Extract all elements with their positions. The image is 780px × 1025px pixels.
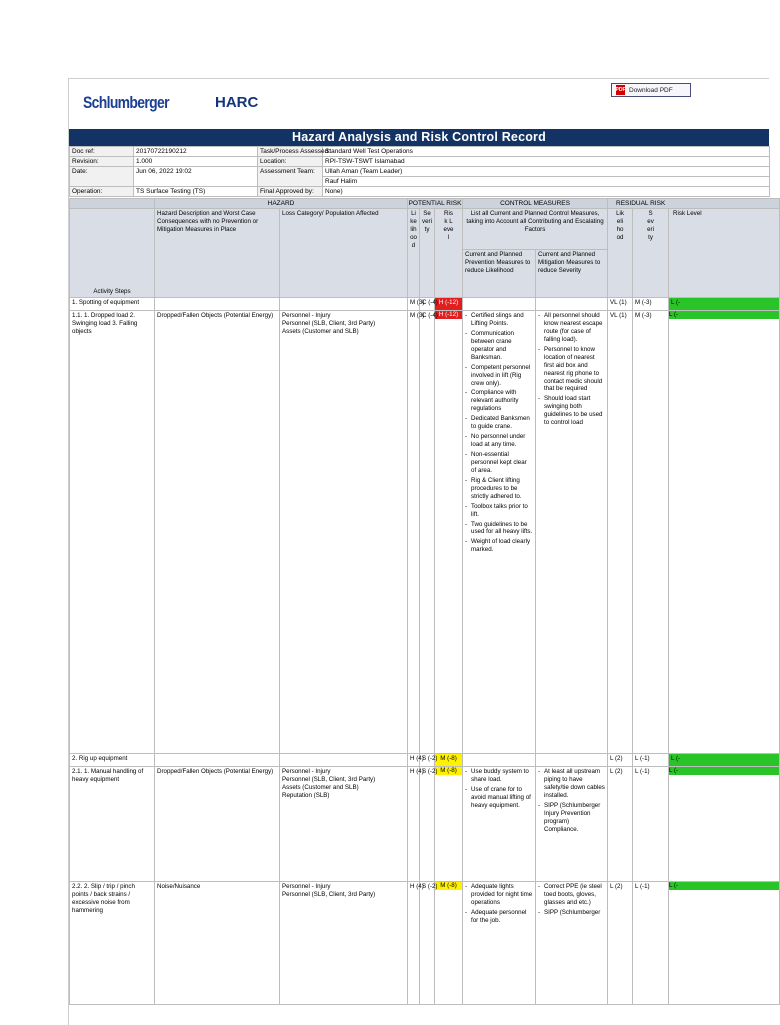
potential-likelihood: M (3) <box>408 298 420 311</box>
loss-item: Assets (Customer and SLB) <box>282 783 359 791</box>
doc-ref-label: Doc ref: <box>70 147 134 157</box>
loss-item: Personnel (SLB, Client, 3rd Party) <box>282 319 376 327</box>
severity-header: Severity <box>420 209 435 298</box>
list-item: - Toolbox talks prior to lift. <box>465 503 533 519</box>
list-controls-header: List all Current and Planned Control Measures, taking into Account all Contributing and Escalating Factors <box>463 209 608 250</box>
mitigation-list <box>538 768 605 834</box>
table-row <box>70 882 780 1005</box>
prevention-list <box>465 768 533 810</box>
residual-risk-level: L (- <box>669 882 779 890</box>
potential-severity: C (-4) <box>420 311 435 754</box>
list-item: - Non-essential personnel kept clear of area. <box>465 451 533 475</box>
loss-item: Personnel - Injury <box>282 883 331 890</box>
download-pdf-label: Download PDF <box>629 86 673 94</box>
loss-item: Personnel (SLB, Client, 3rd Party) <box>282 890 376 898</box>
empty-cell <box>463 298 536 311</box>
prevention-list <box>465 312 533 554</box>
table-row <box>70 754 780 767</box>
hazard-description: Dropped/Fallen Objects (Potential Energy) <box>155 767 280 882</box>
empty-cell <box>536 298 608 311</box>
activity-step: 2.1. 1. Manual handling of heavy equipment <box>70 767 155 882</box>
loss-item: Personnel (SLB, Client, 3rd Party) <box>282 775 376 783</box>
table-row <box>70 311 780 754</box>
potential-risk-level-cell <box>435 767 463 882</box>
location-value: RPI-TSW-TSWT Islamabad <box>323 157 770 167</box>
date-label: Date: <box>70 167 134 187</box>
hazard-group-header: HAZARD <box>155 199 408 209</box>
mitigation-measures <box>536 767 608 882</box>
residual-severity: L (-1) <box>633 754 669 767</box>
residual-risk-level: L (- <box>669 311 779 319</box>
schlumberger-logo: Schlumberger <box>83 93 169 112</box>
mitigation-measures <box>536 311 608 754</box>
potential-risk-level: H (-12) <box>435 311 462 319</box>
potential-severity: S (-2) <box>420 882 435 1005</box>
potential-likelihood: H (4) <box>408 882 420 1005</box>
location-label: Location: <box>258 157 323 167</box>
empty-cell <box>155 298 280 311</box>
approved-value: None) <box>323 187 770 197</box>
hazard-desc-header: Hazard Description and Worst Case Consequences with no Prevention or Mitigation Measures in Place <box>155 209 280 298</box>
risk-level-header: Risk Level <box>435 209 463 298</box>
residual-severity: L (-1) <box>633 882 669 1005</box>
potential-risk-level: H (-12) <box>435 298 463 311</box>
activity-step: 2. Rig up equipment <box>70 754 155 767</box>
prevention-measures <box>463 767 536 882</box>
residual-severity: M (-3) <box>633 311 669 754</box>
potential-risk-level: M (-8) <box>435 754 463 767</box>
activity-step: 1.1. 1. Dropped load 2. Swinging load 3. Falling objects <box>70 311 155 754</box>
list-item: - Adequate lights provided for night time operations <box>465 883 533 907</box>
revision-label: Revision: <box>70 157 134 167</box>
mitigation-header: Current and Planned Mitigation Measures to reduce Severity <box>536 250 608 298</box>
loss-category <box>280 882 408 1005</box>
mitigation-list <box>538 312 605 427</box>
potential-likelihood: H (4) <box>408 767 420 882</box>
residual-severity: M (-3) <box>633 298 669 311</box>
activity-step: 2.2. 2. Slip / trip / pinch points / back strains / excessive noise from hammering <box>70 882 155 1005</box>
mitigation-list <box>538 883 605 917</box>
empty-cell <box>280 298 408 311</box>
download-pdf-button[interactable] <box>611 83 691 97</box>
list-item: - Compliance with relevant authority regulations <box>465 389 533 413</box>
list-item: - Use of crane for to avoid manual lifting of heavy equipment. <box>465 786 533 810</box>
empty-cell <box>155 754 280 767</box>
residual-risk-group-header: RESIDUAL RISK <box>608 199 780 209</box>
date-value: Jun 06, 2022 19:02 <box>134 167 258 187</box>
list-item: - No personnel under load at any time. <box>465 433 533 449</box>
doc-ref-value: 20170722190212 <box>134 147 258 157</box>
residual-risk-level: L (- <box>669 767 779 775</box>
task-label: Task/Process Assessed: <box>258 147 323 157</box>
empty-cell <box>536 754 608 767</box>
list-item: - Competent personnel involved in lift (Rig crew only). <box>465 364 533 388</box>
potential-severity: S (-2) <box>420 754 435 767</box>
residual-likelihood-header: Likelihood <box>608 209 633 298</box>
residual-likelihood: L (2) <box>608 754 633 767</box>
list-item: - Adequate personnel for the job. <box>465 909 533 925</box>
prevention-measures <box>463 882 536 1005</box>
approved-label: Final Approved by: <box>258 187 323 197</box>
likelihood-header: Likelihood <box>408 209 420 298</box>
list-item: - At least all upstream piping to have safety/tie down cables installed. <box>538 768 605 800</box>
list-item: - Two guidelines to be used for all heavy lifts. <box>465 521 533 537</box>
list-item: - Rig & Client lifting procedures to be strictly adhered to. <box>465 477 533 501</box>
empty-cell <box>280 754 408 767</box>
residual-likelihood: VL (1) <box>608 311 633 754</box>
potential-likelihood: H (4) <box>408 754 420 767</box>
operation-value: TS Surface Testing (TS) <box>134 187 258 197</box>
control-measures-group-header: CONTROL MEASURES <box>463 199 608 209</box>
list-item: - SIPP (Schlumberger Injury Prevention program) Compliance. <box>538 802 605 834</box>
list-item: - All personnel should know nearest escape route (for case of falling load). <box>538 312 605 344</box>
report-title: Hazard Analysis and Risk Control Record <box>69 129 769 146</box>
table-row <box>70 298 780 311</box>
activity-step: 1. Spotting of equipment <box>70 298 155 311</box>
meta-table <box>69 146 770 197</box>
list-item: - Correct PPE (ie steel toed boots, gloves, glasses and etc.) <box>538 883 605 907</box>
loss-category <box>280 767 408 882</box>
list-item: - Dedicated Banksmen to guide crane. <box>465 415 533 431</box>
residual-risk-level: L (- <box>669 754 780 767</box>
activity-steps-header: Activity Steps <box>70 209 155 298</box>
team-label: Assessment Team: <box>258 167 323 187</box>
hazard-description: Dropped/Fallen Objects (Potential Energy) <box>155 311 280 754</box>
potential-severity: C (-4) <box>420 298 435 311</box>
task-value: Standard Well Test Operations <box>323 147 770 157</box>
loss-item: Assets (Customer and SLB) <box>282 327 359 335</box>
potential-risk-level-cell <box>435 882 463 1005</box>
pdf-icon: PDF <box>615 87 626 93</box>
report-frame <box>68 78 769 1025</box>
residual-severity: L (-1) <box>633 767 669 882</box>
mitigation-measures <box>536 882 608 1005</box>
residual-risk-level-cell <box>669 882 780 1005</box>
potential-risk-group-header: POTENTIAL RISK <box>408 200 462 207</box>
loss-item: Personnel - Injury <box>282 768 331 775</box>
team-member-2: Rauf Halim <box>323 177 770 187</box>
list-item: - Should load start swinging both guidelines to be used to control load <box>538 395 605 427</box>
potential-risk-level-cell <box>435 311 463 754</box>
app-title: HARC <box>215 94 259 111</box>
revision-value: 1.000 <box>134 157 258 167</box>
residual-risk-level-header: Risk Level <box>669 209 780 298</box>
harc-table <box>69 198 780 1005</box>
empty-cell <box>463 754 536 767</box>
potential-severity: S (-2) <box>420 767 435 882</box>
hazard-description: Noise/Nuisance <box>155 882 280 1005</box>
loss-item: Reputation (SLB) <box>282 791 330 799</box>
report-header <box>69 79 769 129</box>
blank-group-header <box>70 199 155 209</box>
potential-risk-level: M (-8) <box>435 882 462 890</box>
team-member-1: Ullah Aman (Team Leader) <box>323 167 770 177</box>
potential-risk-level: M (-8) <box>435 767 462 775</box>
potential-likelihood: M (3) <box>408 311 420 754</box>
residual-likelihood: L (2) <box>608 882 633 1005</box>
residual-severity-header: Severity <box>633 209 669 298</box>
prevention-measures <box>463 311 536 754</box>
residual-risk-level: L (- <box>669 298 780 311</box>
loss-category-header: Loss Category/ Population Affected <box>280 209 408 298</box>
residual-likelihood: VL (1) <box>608 298 633 311</box>
loss-item: Personnel - Injury <box>282 312 331 319</box>
table-row <box>70 767 780 882</box>
operation-label: Operation: <box>70 187 134 197</box>
prevention-list <box>465 883 533 925</box>
prevention-header: Current and Planned Prevention Measures to reduce Likelihood <box>463 250 536 298</box>
residual-likelihood: L (2) <box>608 767 633 882</box>
loss-category <box>280 311 408 754</box>
list-item: - Use buddy system to share load. <box>465 768 533 784</box>
list-item: - Certified slings and Lifting Points. <box>465 312 533 328</box>
list-item: - Weight of load clearly marked. <box>465 538 533 554</box>
residual-risk-level-cell <box>669 311 780 754</box>
list-item: - SIPP (Schlumberger <box>538 909 605 917</box>
list-item: - Personnel to know location of nearest first aid box and nearest rig phone to contact medic should that be required <box>538 346 605 394</box>
residual-risk-level-cell <box>669 767 780 882</box>
list-item: - Communication between crane operator and Banksman. <box>465 330 533 362</box>
